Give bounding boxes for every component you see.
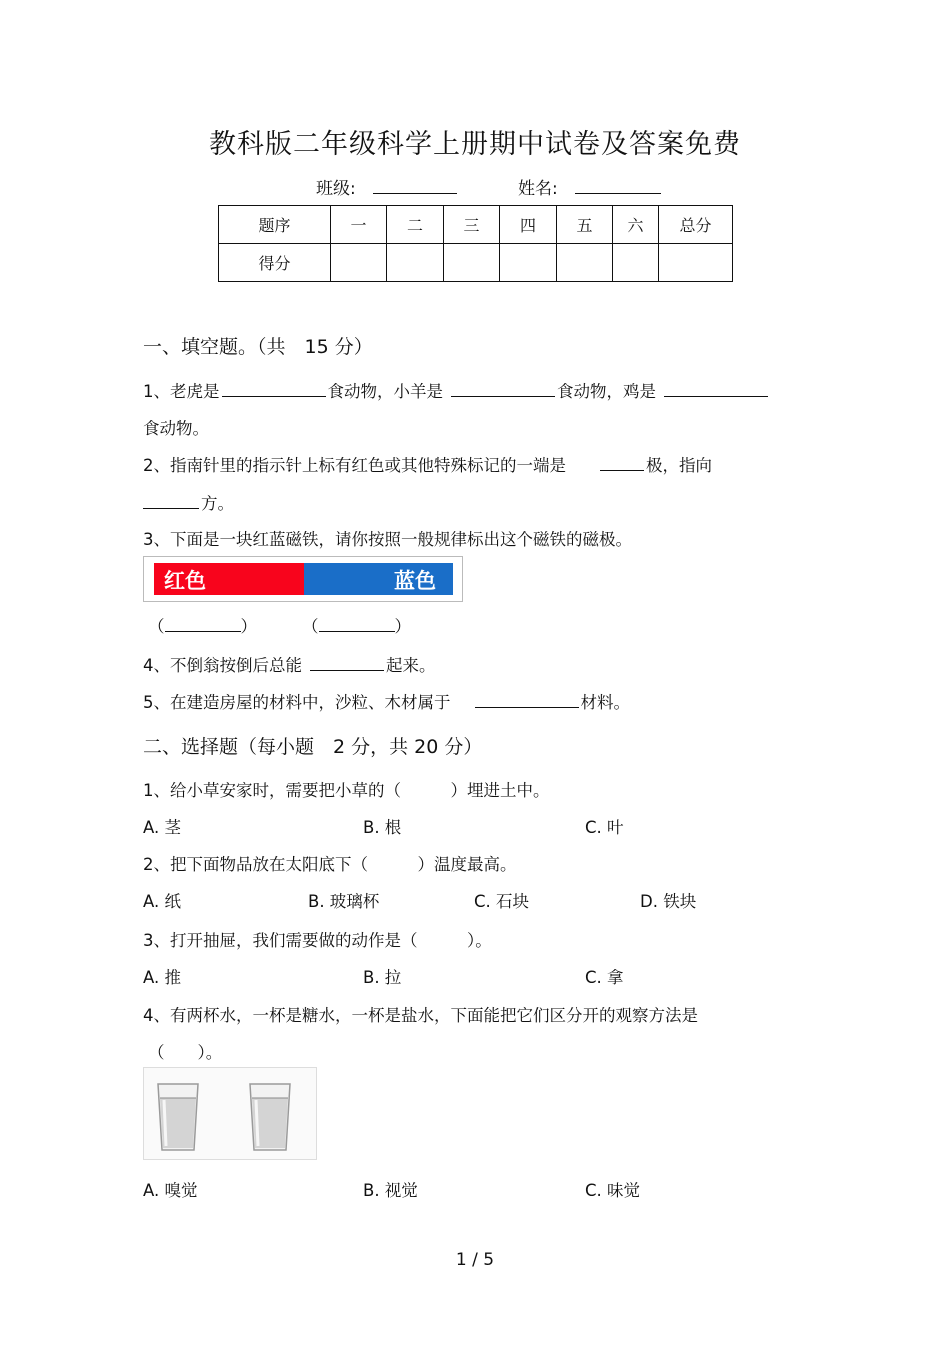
magnet-answer-left: [148, 613, 257, 637]
s1-q2-blank-1[interactable]: [600, 454, 644, 471]
s1-q3: 3、下面是一块红蓝磁铁，请你按照一般规律标出这个磁铁的磁极。: [143, 530, 632, 549]
paren-open: （: [148, 617, 165, 636]
score-table-score-row: [219, 244, 733, 282]
s1-q4-blank[interactable]: [310, 654, 384, 671]
score-cell: 六: [613, 206, 659, 244]
s2-q1-option-c[interactable]: C. 叶: [585, 818, 624, 837]
score-cell: 二: [387, 206, 444, 244]
water-cup-icon: [156, 1082, 200, 1152]
s2-q4-line1: 4、有两杯水，一杯是糖水，一杯是盐水，下面能把它们区分开的观察方法是: [143, 1006, 698, 1025]
s1-q2-text-a: 2、指南针里的指示针上标有红色或其他特殊标记的一端是: [143, 456, 566, 475]
score-cell: 四: [500, 206, 557, 244]
s1-q1-blank-1[interactable]: [222, 380, 326, 397]
s1-q4-text-b: 起来。: [386, 656, 436, 675]
score-table: [218, 205, 733, 282]
s2-q2-option-a[interactable]: A. 纸: [143, 892, 181, 911]
s1-q1-blank-2[interactable]: [451, 380, 555, 397]
s2-q2: 2、把下面物品放在太阳底下（ ）温度最高。: [143, 855, 517, 874]
page-number: 1 / 5: [455, 1250, 495, 1270]
magnet-pole-blank-right[interactable]: [319, 615, 395, 632]
s1-q2-line1: [143, 452, 712, 476]
score-table-header-row: [219, 206, 733, 244]
s1-q1-text-b: 食动物，小羊是: [327, 382, 443, 401]
s1-q5-text-b: 材料。: [580, 693, 630, 712]
s1-q1-text-d: 食动物。: [143, 419, 209, 438]
water-cups-image: [143, 1067, 317, 1160]
s1-q2-text-c: 方。: [201, 494, 234, 513]
s1-q2-text-b: 极，指向: [646, 456, 712, 475]
s2-q3: 3、打开抽屉，我们需要做的动作是（ ）。: [143, 931, 492, 950]
score-input-cell[interactable]: [331, 244, 387, 282]
magnet-red-label: 红色: [164, 569, 206, 593]
score-cell: 题序: [219, 206, 331, 244]
class-label: 班级:: [316, 179, 356, 199]
score-cell: 一: [331, 206, 387, 244]
score-row-label: 得分: [219, 244, 331, 282]
class-field: [316, 174, 457, 199]
s1-q2-line2: [143, 490, 234, 514]
s2-q4-option-a[interactable]: A. 嗅觉: [143, 1181, 198, 1200]
score-input-cell[interactable]: [613, 244, 659, 282]
s1-q4-text-a: 4、不倒翁按倒后总能: [143, 656, 302, 675]
score-input-cell[interactable]: [557, 244, 613, 282]
s1-q1-text-c: 食动物，鸡是: [557, 382, 656, 401]
s2-q2-option-b[interactable]: B. 玻璃杯: [308, 892, 380, 911]
section2-heading: 二、选择题（每小题 2 分，共 20 分）: [143, 736, 483, 758]
s2-q3-option-a[interactable]: A. 推: [143, 968, 181, 987]
s2-q1: 1、给小草安家时，需要把小草的（ ）埋进土中。: [143, 781, 550, 800]
section1-heading: 一、填空题。（共 15 分）: [143, 336, 373, 358]
score-cell: 总分: [659, 206, 733, 244]
magnet-answer-right: [302, 613, 411, 637]
s2-q4-option-b[interactable]: B. 视觉: [363, 1181, 418, 1200]
magnet-blue-label: 蓝色: [394, 569, 436, 593]
score-input-cell[interactable]: [387, 244, 444, 282]
paren-close: ）: [240, 617, 257, 636]
score-cell: 五: [557, 206, 613, 244]
score-cell: 三: [444, 206, 500, 244]
s2-q1-option-b[interactable]: B. 根: [363, 818, 402, 837]
s1-q4: [143, 652, 436, 676]
s2-q2-option-c[interactable]: C. 石块: [474, 892, 530, 911]
s2-q4-line2: （ ）。: [148, 1043, 223, 1062]
s1-q1-blank-3[interactable]: [664, 380, 768, 397]
score-input-cell[interactable]: [500, 244, 557, 282]
s1-q1-text-a: 1、老虎是: [143, 382, 220, 401]
magnet-pole-blank-left[interactable]: [165, 615, 241, 632]
s2-q4-option-c[interactable]: C. 味觉: [585, 1181, 641, 1200]
score-input-cell[interactable]: [659, 244, 733, 282]
s1-q1-line1: [143, 378, 770, 402]
s1-q2-blank-2[interactable]: [143, 492, 199, 509]
name-blank: [575, 177, 661, 194]
name-label: 姓名:: [518, 179, 558, 199]
s1-q5: [143, 689, 630, 713]
s2-q3-option-c[interactable]: C. 拿: [585, 968, 624, 987]
name-field: [518, 174, 661, 199]
paren-open: （: [302, 617, 319, 636]
s2-q3-option-b[interactable]: B. 拉: [363, 968, 402, 987]
s2-q2-option-d[interactable]: D. 铁块: [640, 892, 697, 911]
water-cup-icon: [248, 1082, 292, 1152]
magnet-image: [143, 556, 463, 602]
exam-title: 教科版二年级科学上册期中试卷及答案免费: [209, 129, 741, 160]
s1-q5-text-a: 5、在建造房屋的材料中，沙粒、木材属于: [143, 693, 451, 712]
class-blank: [373, 177, 457, 194]
s1-q5-blank[interactable]: [475, 691, 579, 708]
score-input-cell[interactable]: [444, 244, 500, 282]
paren-close: ）: [394, 617, 411, 636]
s2-q1-option-a[interactable]: A. 茎: [143, 818, 181, 837]
